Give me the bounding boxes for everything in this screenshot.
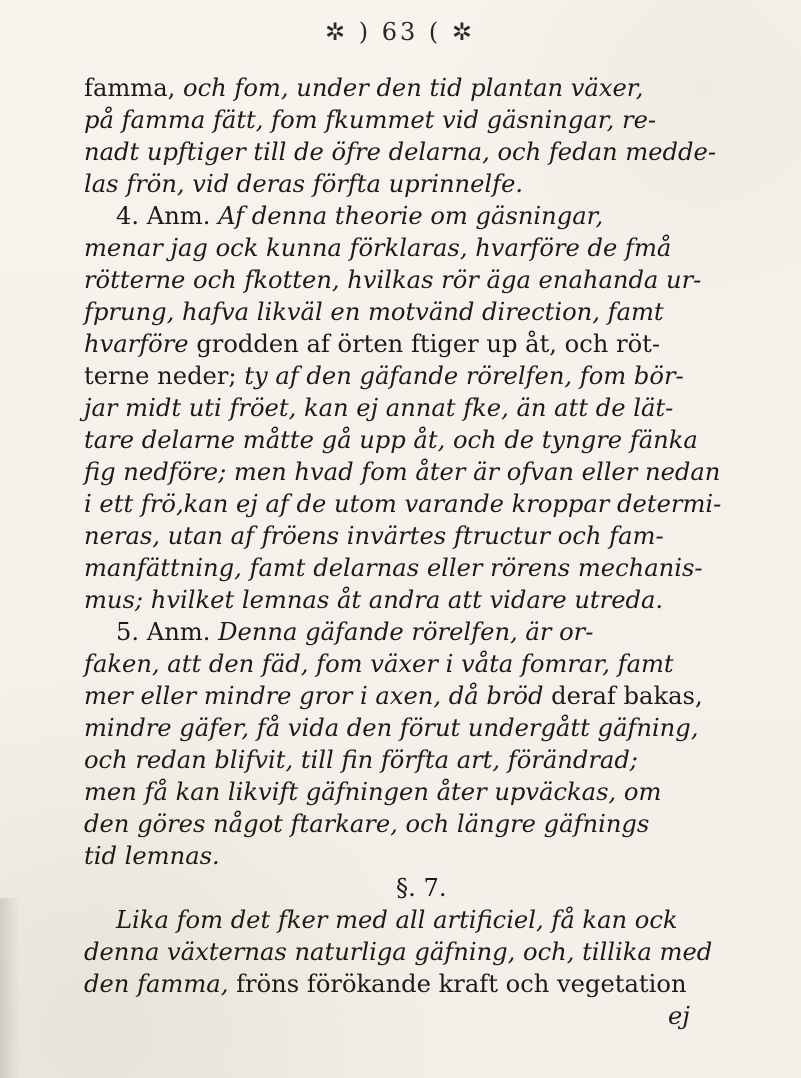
text-segment: 5. Anm. xyxy=(116,618,219,646)
text-segment: §. 7. xyxy=(396,874,447,902)
text-line-13 xyxy=(84,456,732,488)
page-text xyxy=(84,72,732,1032)
section-heading xyxy=(84,872,732,904)
text-line-14 xyxy=(84,488,732,520)
text-line-4 xyxy=(84,168,732,200)
text-segment: jar midt uti fröet, kan ej annat fke, än att de lät- xyxy=(84,394,674,422)
text-segment: Lika fom det fker med all artificiel, få kan ock xyxy=(116,906,678,934)
text-line-5 xyxy=(84,200,732,232)
text-segment: terne neder; xyxy=(84,362,245,390)
text-line-6 xyxy=(84,232,732,264)
text-segment: menar jag ock kunna förklaras, hvarföre de fmå xyxy=(84,234,672,262)
text-line-10 xyxy=(84,360,732,392)
text-line-25 xyxy=(84,840,732,872)
text-segment: denna växternas naturliga gäfning, och, tillika med xyxy=(84,938,713,966)
text-segment: mus; hvilket lemnas åt andra att vidare utreda. xyxy=(84,586,664,614)
page-edge-stain xyxy=(0,898,20,1078)
text-line-15 xyxy=(84,520,732,552)
text-line-3 xyxy=(84,136,732,168)
text-line-1 xyxy=(84,72,732,104)
text-line-8 xyxy=(84,296,732,328)
text-line-2 xyxy=(84,104,732,136)
text-line-22 xyxy=(84,744,732,776)
text-segment: på famma fätt, fom fkummet vid gäsningar, re- xyxy=(84,106,657,134)
text-segment: neras, utan af fröens invärtes ftructur och fam- xyxy=(84,522,664,550)
text-segment: rötterne och fkotten, hvilkas rör äga enahanda ur- xyxy=(84,266,702,294)
text-segment: hvarföre xyxy=(84,330,197,358)
catchword xyxy=(84,1000,732,1032)
text-segment: mer eller mindre gror i axen, då bröd xyxy=(84,682,552,710)
text-line-18 xyxy=(84,616,732,648)
text-segment: tid lemnas. xyxy=(84,842,220,870)
text-line-9 xyxy=(84,328,732,360)
text-line-19 xyxy=(84,648,732,680)
text-segment: och fom, under den tid plantan växer, xyxy=(183,74,644,102)
text-segment: i ett frö,kan ej af de utom varande kroppar determi- xyxy=(84,490,722,518)
text-segment: deraf bakas, xyxy=(551,682,703,710)
text-segment: manfättning, famt delarnas eller rörens mechanis- xyxy=(84,554,703,582)
text-segment: fprung, hafva likväl en motvänd direction, famt xyxy=(84,298,664,326)
text-line-28 xyxy=(84,936,732,968)
text-segment: den famma, xyxy=(84,970,237,998)
text-line-16 xyxy=(84,552,732,584)
text-segment: ty af den gäfande rörelfen, fom bör- xyxy=(244,362,684,390)
text-line-12 xyxy=(84,424,732,456)
text-segment: famma, xyxy=(84,74,184,102)
text-segment: Af denna theorie om gäsningar, xyxy=(218,202,604,230)
text-segment: faken, att den fäd, fom växer i våta fomrar, famt xyxy=(84,650,674,678)
text-segment: fig nedföre; men hvad fom åter är ofvan eller nedan xyxy=(84,458,721,486)
text-line-27 xyxy=(84,904,732,936)
text-segment: fröns förökande kraft och vegetation xyxy=(236,970,687,998)
text-segment: tare delarne måtte gå upp åt, och de tyngre fänka xyxy=(84,426,698,454)
text-segment: den göres något ftarkare, och längre gäfnings xyxy=(84,810,650,838)
text-segment: las frön, vid deras förfta uprinnelfe. xyxy=(84,170,524,198)
text-line-11 xyxy=(84,392,732,424)
page-header: ✲ ) 63 ( ✲ xyxy=(325,18,475,46)
text-line-20 xyxy=(84,680,732,712)
text-segment: men få kan likvift gäfningen åter upväckas, om xyxy=(84,778,662,806)
text-line-17 xyxy=(84,584,732,616)
text-line-23 xyxy=(84,776,732,808)
text-segment: och redan blifvit, till fin förfta art, förändrad; xyxy=(84,746,638,774)
text-segment: 4. Anm. xyxy=(116,202,219,230)
text-line-21 xyxy=(84,712,732,744)
text-segment: Denna gäfande rörelfen, är or- xyxy=(218,618,594,646)
text-segment: nadt upftiger till de öfre delarna, och fedan medde- xyxy=(84,138,716,166)
text-line-7 xyxy=(84,264,732,296)
text-line-29 xyxy=(84,968,732,1000)
text-segment: mindre gäfer, få vida den förut undergått gäfning, xyxy=(84,714,699,742)
text-segment: ej xyxy=(668,1002,690,1030)
text-line-24 xyxy=(84,808,732,840)
text-segment: grodden af örten ftiger up åt, och röt- xyxy=(196,330,661,358)
